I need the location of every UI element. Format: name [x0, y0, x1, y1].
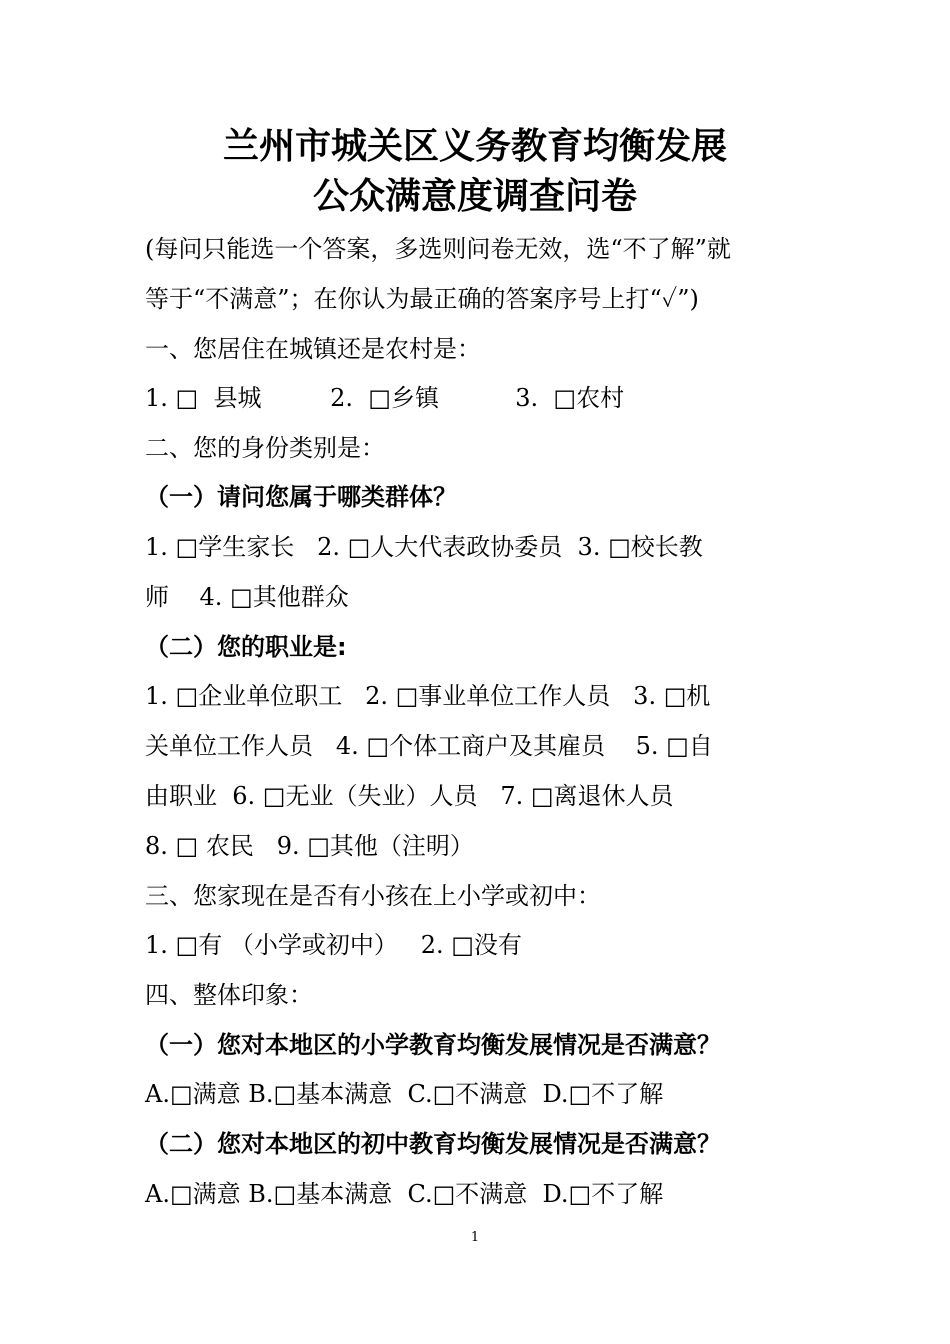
q2-heading: 二、您的身份类别是： — [145, 434, 385, 462]
q4-heading: 四、整体印象： — [145, 981, 313, 1009]
q2-sub2-options-line-4: 8. □ 农民 9. □其他（注明） — [145, 832, 474, 860]
instructions-line-2: 等于“不满意”；在你认为最正确的答案序号上打“✓”) — [145, 285, 699, 313]
q4-sub2-heading: （二）您对本地区的初中教育均衡发展情况是否满意？ — [145, 1130, 721, 1158]
q4-sub1-options: A.□满意 B.□基本满意 C.□不满意 D.□不了解 — [145, 1080, 664, 1108]
title-line-2: 公众满意度调查问卷 — [312, 175, 637, 217]
q2-sub2-options-line-3: 由职业 6. □无业（失业）人员 7. □离退休人员 — [145, 782, 674, 810]
q4-sub2-options: A.□满意 B.□基本满意 C.□不满意 D.□不了解 — [145, 1180, 664, 1208]
q2-sub1-options-line-2: 师 4. □其他群众 — [145, 583, 349, 611]
q1-heading: 一、您居住在城镇还是农村是： — [145, 335, 481, 363]
q3-options: 1. □有 （小学或初中） 2. □没有 — [145, 931, 522, 959]
q3-heading: 三、您家现在是否有小孩在上小学或初中： — [145, 882, 601, 910]
title-line-1: 兰州市城关区义务教育均衡发展 — [222, 125, 727, 167]
instructions-line-1: (每问只能选一个答案，多选则问卷无效，选“不了解”就 — [145, 235, 731, 263]
q2-sub2-options-line-1: 1. □企业单位职工 2. □事业单位工作人员 3. □机 — [145, 682, 711, 710]
q2-sub1-options-line-1: 1. □学生家长 2. □人大代表政协委员 3. □校长教 — [145, 533, 703, 561]
page-number: 1 — [470, 1230, 480, 1245]
q2-sub2-heading: （二）您的职业是: — [145, 633, 347, 661]
q2-sub1-heading: （一）请问您属于哪类群体？ — [145, 483, 457, 511]
q4-sub1-heading: （一）您对本地区的小学教育均衡发展情况是否满意？ — [145, 1031, 721, 1059]
q2-sub2-options-line-2: 关单位工作人员 4. □个体工商户及其雇员 5. □自 — [145, 732, 713, 760]
q1-options: 1. □ 县城 2. □乡镇 3. □农村 — [145, 384, 625, 412]
